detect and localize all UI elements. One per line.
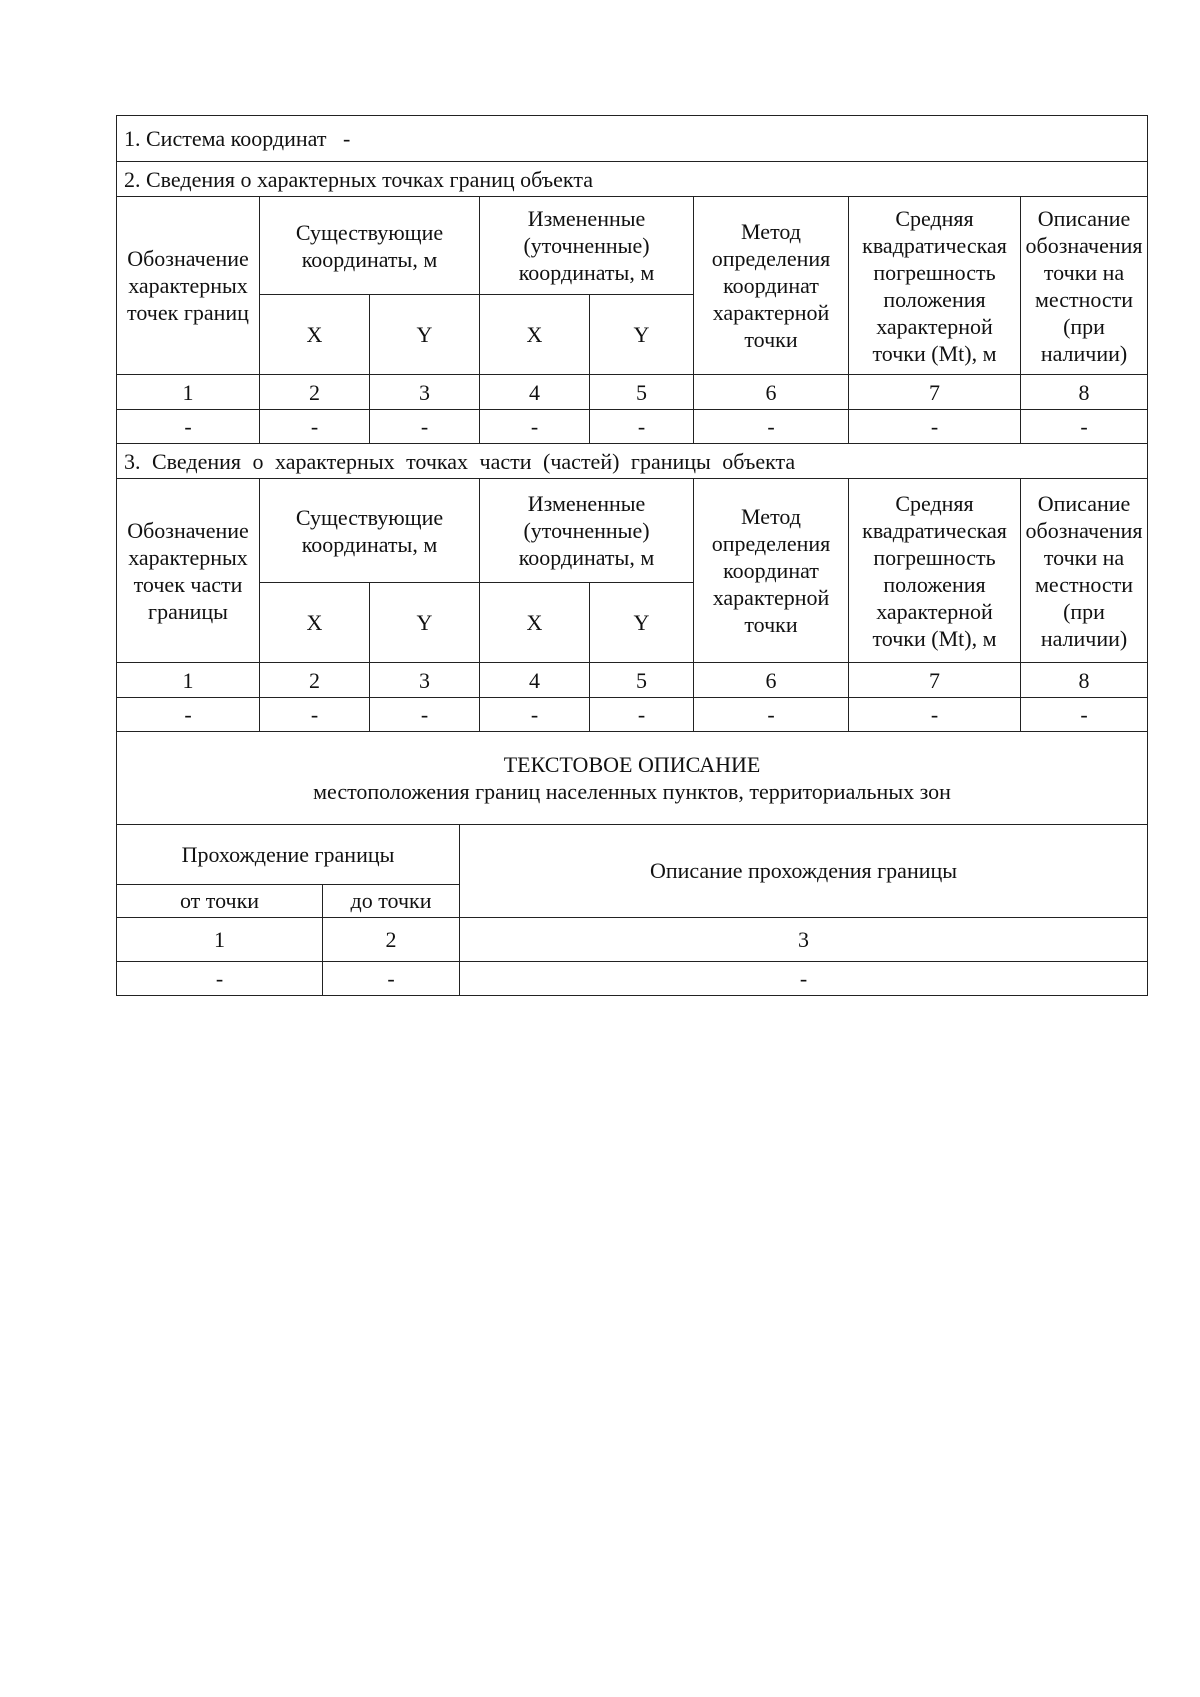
table-cell: - [260, 410, 370, 444]
section2-header-x-changed: X [480, 295, 590, 375]
table-cell: - [370, 410, 480, 444]
text-description-subtitle: местоположения границ населенных пунктов, территориальных зон [313, 779, 951, 804]
to-point-header: до точки [323, 884, 460, 917]
section2-title: 2. Сведения о характерных точках границ объекта [117, 162, 1148, 197]
section3-header-x-changed: X [480, 583, 590, 663]
column-number: 6 [694, 375, 849, 410]
passage-header: Прохождение границы [117, 825, 460, 884]
table-cell: - [480, 410, 590, 444]
coordinate-system-row [117, 116, 1148, 162]
column-number: 5 [590, 663, 694, 698]
coordinate-system-value: - [342, 126, 351, 151]
boundary-passage-table [116, 825, 1148, 996]
column-number: 2 [260, 375, 370, 410]
column-number: 8 [1021, 663, 1148, 698]
table-cell: - [117, 961, 323, 995]
from-point-header: от точки [117, 884, 323, 917]
table-cell: - [117, 410, 260, 444]
column-number: 7 [849, 375, 1021, 410]
column-number: 1 [117, 917, 323, 961]
boundary-description-document [116, 115, 1147, 996]
table-row [117, 961, 1148, 995]
section2-header-x-existing: X [260, 295, 370, 375]
coordinate-system-label: 1. Система координат [124, 126, 327, 151]
column-number: 3 [370, 375, 480, 410]
section2-header-existing: Существующие координаты, м [260, 197, 480, 295]
column-number: 8 [1021, 375, 1148, 410]
passage-description-header: Описание прохождения границы [460, 825, 1148, 917]
column-number: 1 [117, 375, 260, 410]
section2-header-method: Метод определения координат характерной точки [694, 197, 849, 375]
section2-header-y-existing: Y [370, 295, 480, 375]
section2-header-error: Средняя квадратическая погрешность положения характерной точки (Mt), м [849, 197, 1021, 375]
section3-header-designation: Обозначение характерных точек части границы [117, 479, 260, 663]
column-number: 3 [370, 663, 480, 698]
section3-header-method: Метод определения координат характерной точки [694, 479, 849, 663]
section3-header-x-existing: X [260, 583, 370, 663]
table-cell: - [1021, 410, 1148, 444]
column-number: 3 [460, 917, 1148, 961]
section3-header-existing: Существующие координаты, м [260, 479, 480, 583]
text-description-header [117, 732, 1148, 825]
column-number: 6 [694, 663, 849, 698]
column-number: 1 [117, 663, 260, 698]
column-number: 7 [849, 663, 1021, 698]
section3-header-y-existing: Y [370, 583, 480, 663]
table-cell: - [460, 961, 1148, 995]
table-cell: - [694, 698, 849, 732]
coordinates-table [116, 115, 1148, 825]
column-number: 2 [260, 663, 370, 698]
table-cell: - [1021, 698, 1148, 732]
table-cell: - [117, 698, 260, 732]
table-cell: - [849, 698, 1021, 732]
section3-header-y-changed: Y [590, 583, 694, 663]
table-cell: - [260, 698, 370, 732]
column-number: 5 [590, 375, 694, 410]
column-number: 2 [323, 917, 460, 961]
section3-header-changed: Измененные (уточненные) координаты, м [480, 479, 694, 583]
section3-title: 3. Сведения о характерных точках части (частей) границы объекта [117, 444, 1148, 479]
table-cell: - [590, 698, 694, 732]
table-row [117, 410, 1148, 444]
table-row [117, 698, 1148, 732]
section2-column-numbers [117, 375, 1148, 410]
section2-header-changed: Измененные (уточненные) координаты, м [480, 197, 694, 295]
text-description-title: ТЕКСТОВОЕ ОПИСАНИЕ [503, 752, 761, 777]
column-number: 4 [480, 663, 590, 698]
column-number: 4 [480, 375, 590, 410]
table-cell: - [480, 698, 590, 732]
section2-header-y-changed: Y [590, 295, 694, 375]
table-cell: - [370, 698, 480, 732]
section3-column-numbers [117, 663, 1148, 698]
table-cell: - [849, 410, 1021, 444]
section2-header-description: Описание обозначения точки на местности (при наличии) [1021, 197, 1148, 375]
section2-header-designation: Обозначение характерных точек границ [117, 197, 260, 375]
table-cell: - [694, 410, 849, 444]
passage-column-numbers [117, 917, 1148, 961]
section3-header-error: Средняя квадратическая погрешность положения характерной точки (Mt), м [849, 479, 1021, 663]
table-cell: - [590, 410, 694, 444]
table-cell: - [323, 961, 460, 995]
section3-header-description: Описание обозначения точки на местности (при наличии) [1021, 479, 1148, 663]
